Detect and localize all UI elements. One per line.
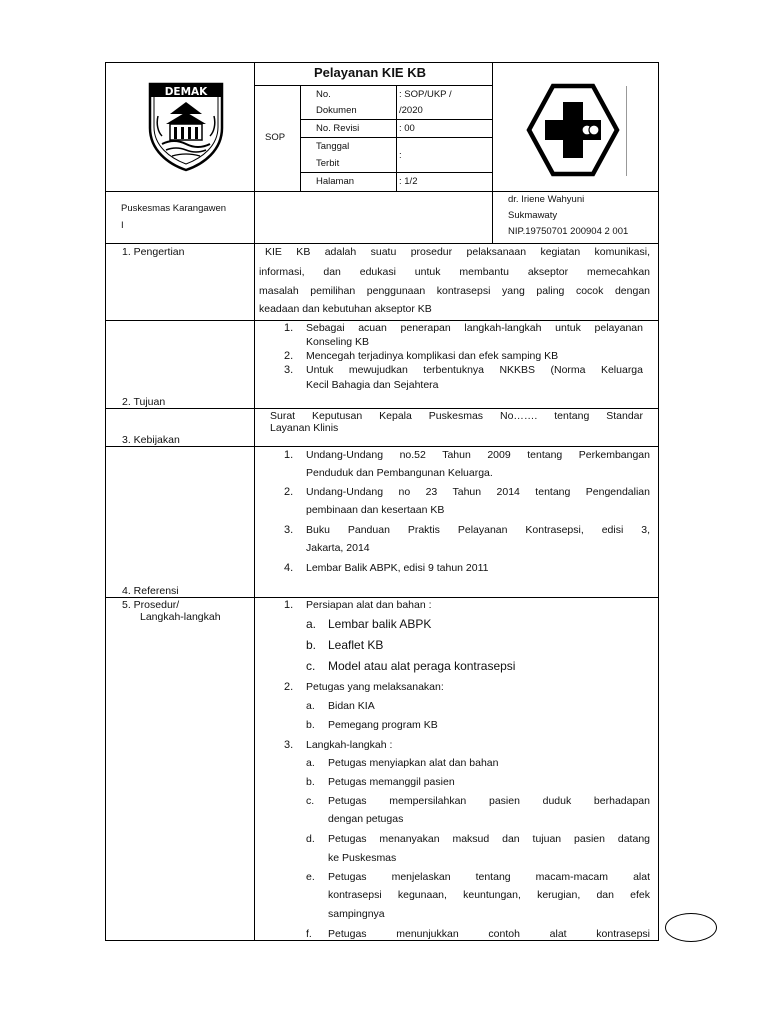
pengertian-text-3: masalah pemilihan penggunaan kontrasepsi yang paling cocok dengan [259, 285, 650, 297]
header-divider-3 [492, 62, 493, 244]
step2-sub-b-letter: b. [306, 719, 315, 731]
pengertian-text-1: KIE KB adalah suatu prosedur pelaksanaan kegiatan komunikasi, [265, 246, 650, 258]
prosedur-step1-text: Persiapan alat dan bahan : [306, 599, 432, 611]
tujuan-num-2: 2. [284, 350, 294, 362]
step1-sub-c-letter: c. [306, 659, 316, 673]
step3-sub-c: Petugas mempersilahkan pasien duduk berhadapan [328, 795, 650, 807]
field-revisi-label: No. Revisi [316, 123, 360, 134]
field-halaman-value: : 1/2 [399, 176, 418, 187]
step3-sub-f: Petugas menunjukkan contoh alat kontrasepsi [328, 928, 650, 940]
prosedur-step2-text: Petugas yang melaksanakan: [306, 681, 444, 693]
prosedur-step3-text: Langkah-langkah : [306, 739, 393, 751]
signatory-name: dr. Iriene Wahyuni [508, 194, 585, 205]
sop-label: SOP [265, 132, 286, 143]
step3-sub-e-cont-2: sampingnya [328, 908, 385, 920]
kebijakan-text-2: Layanan Klinis [270, 422, 339, 434]
prosedur-step2-num: 2. [284, 681, 294, 693]
row-line-kebijakan [105, 446, 659, 447]
tujuan-item-1: Sebagai acuan penerapan langkah-langkah untuk pelayanan [306, 322, 643, 334]
field-terbit-label: Terbit [316, 158, 340, 169]
signatory-name-2: Sukmawaty [508, 210, 558, 221]
referensi-item-2-cont: pembinaan dan kesertaan KB [306, 504, 445, 516]
step3-sub-d-cont: ke Puskesmas [328, 852, 397, 864]
field-dokumen-label: Dokumen [316, 105, 357, 116]
field-no-value-2: /2020 [399, 105, 423, 116]
step1-sub-b-letter: b. [306, 638, 317, 652]
section-label-tujuan: 2. Tujuan [122, 396, 166, 408]
header-bottom [105, 243, 659, 244]
puskesmas-name-suffix: I [121, 220, 124, 231]
puskesmas-name: Puskesmas Karangawen [121, 203, 227, 214]
referensi-item-1-cont: Penduduk dan Pembangunan Keluarga. [306, 467, 493, 479]
section-label-kebijakan: 3. Kebijakan [122, 434, 180, 446]
demak-logo [146, 80, 226, 172]
field-revisi-value: : 00 [399, 123, 415, 134]
step3-sub-a-letter: a. [306, 757, 315, 769]
kebijakan-text-1: Surat Keputusan Kepala Puskesmas No……. tentang Standar [270, 410, 643, 422]
field-halaman-label: Halaman [316, 176, 355, 187]
section-label-prosedur: 5. Prosedur/ [122, 599, 180, 611]
table-border-left [105, 62, 106, 941]
prosedur-step3-num: 3. [284, 739, 294, 751]
row-line-pengertian [105, 320, 659, 321]
step3-sub-f-letter: f. [306, 928, 312, 940]
field-tanggal-value: : [399, 150, 402, 161]
tujuan-item-3-cont: Kecil Bahagia dan Sejahtera [306, 379, 439, 391]
referensi-item-3: Buku Panduan Praktis Pelayanan Kontrasepsi, edisi 3, [306, 524, 650, 536]
referensi-item-4: Lembar Balik ABPK, edisi 9 tahun 2011 [306, 562, 489, 574]
table-border-right [658, 62, 659, 941]
field-no-label: No. [316, 89, 331, 100]
row-line-tujuan [105, 408, 659, 409]
title-underline [254, 85, 493, 86]
referensi-item-1: Undang-Undang no.52 Tahun 2009 tentang Perkembangan [306, 449, 650, 461]
step3-sub-c-cont: dengan petugas [328, 813, 404, 825]
step3-sub-e-letter: e. [306, 871, 315, 883]
step1-sub-a: Lembar balik ABPK [328, 617, 432, 631]
tujuan-item-3: Untuk mewujudkan terbentuknya NKKBS (Norma Keluarga [306, 364, 643, 376]
step2-sub-a: Bidan KIA [328, 700, 375, 712]
header-line-4 [105, 191, 659, 192]
section-label-prosedur-2: Langkah-langkah [140, 611, 221, 623]
referensi-num-2: 2. [284, 486, 294, 498]
step3-sub-e: Petugas menjelaskan tentang macam-macam alat [328, 871, 650, 883]
field-line-2 [300, 137, 493, 138]
prosedur-step1-num: 1. [284, 599, 294, 611]
field-no-value: : SOP/UKP / [399, 89, 452, 100]
tujuan-item-2: Mencegah terjadinya komplikasi dan efek samping KB [306, 350, 559, 362]
referensi-num-3: 3. [284, 524, 294, 536]
step3-sub-a: Petugas menyiapkan alat dan bahan [328, 757, 499, 769]
step1-sub-c: Model atau alat peraga kontrasepsi [328, 659, 516, 673]
step2-sub-b: Pemegang program KB [328, 719, 438, 731]
step3-sub-d: Petugas menanyakan maksud dan tujuan pasien datang [328, 833, 650, 845]
row-line-referensi [105, 597, 659, 598]
step2-sub-a-letter: a. [306, 700, 315, 712]
column-divider [254, 62, 255, 941]
puskesmas-logo [525, 82, 621, 178]
document-title: Pelayanan KIE KB [314, 65, 426, 80]
tujuan-num-3: 3. [284, 364, 294, 376]
section-label-pengertian: 1. Pengertian [122, 246, 185, 258]
table-border-top [105, 62, 659, 63]
step1-sub-b: Leaflet KB [328, 638, 384, 652]
pengertian-text-4: keadaan dan kebutuhan akseptor KB [259, 303, 432, 315]
tujuan-item-1-cont: Konseling KB [306, 336, 370, 348]
step3-sub-d-letter: d. [306, 833, 315, 845]
field-tanggal-label: Tanggal [316, 141, 350, 152]
header-divider-1 [300, 85, 301, 191]
step1-sub-a-letter: a. [306, 617, 317, 631]
referensi-num-4: 4. [284, 562, 294, 574]
logo-stroke-mark [626, 86, 627, 176]
pengertian-text-2: informasi, dan edukasi untuk membantu akseptor memecahkan [259, 266, 650, 278]
step3-sub-b: Petugas memanggil pasien [328, 776, 455, 788]
referensi-item-2: Undang-Undang no 23 Tahun 2014 tentang Pengendalian [306, 486, 650, 498]
step3-sub-c-letter: c. [306, 795, 315, 807]
svg-text:DEMAK: DEMAK [164, 86, 208, 98]
header-divider-2 [396, 85, 397, 191]
field-line-3 [300, 172, 493, 173]
section-label-referensi: 4. Referensi [122, 585, 179, 597]
step3-sub-b-letter: b. [306, 776, 315, 788]
field-line-1 [300, 119, 493, 120]
tujuan-num-1: 1. [284, 322, 294, 334]
page-continuation-oval [665, 913, 717, 942]
signatory-nip: NIP.19750701 200904 2 001 [508, 226, 629, 237]
step3-sub-e-cont: kontrasepsi kegunaan, keuntungan, kerugian, dan efek [328, 889, 650, 901]
referensi-item-3-cont: Jakarta, 2014 [306, 542, 370, 554]
referensi-num-1: 1. [284, 449, 294, 461]
